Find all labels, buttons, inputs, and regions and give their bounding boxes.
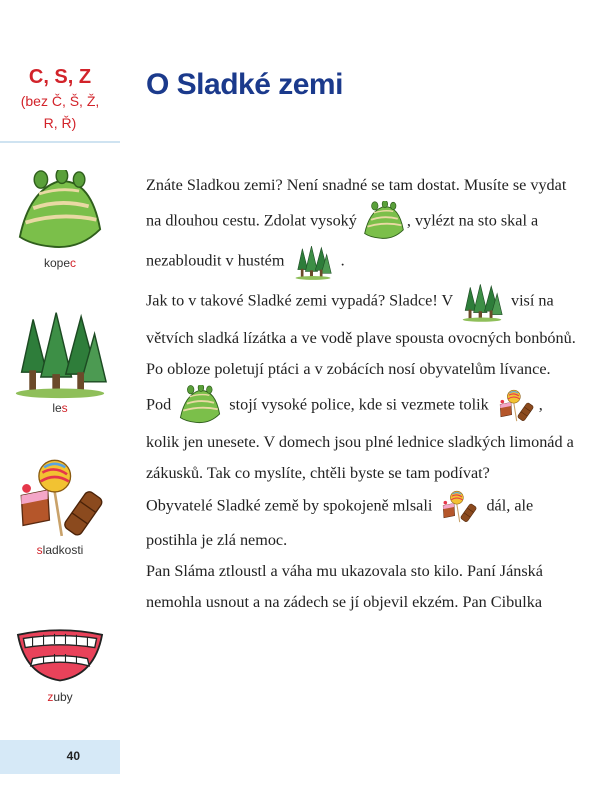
teeth-icon bbox=[12, 622, 108, 686]
sweets-icon bbox=[493, 388, 539, 424]
paragraph: Obyvatelé Sladké země by spokojeně mlsali dál, ale postihla je zlá nemoc. bbox=[146, 489, 576, 556]
paragraph: Jak to v takové Sladké zemi vypadá? Sladce! V visí na větvích sladká lízátka a ve vodě plave spousta ovocných bonbónů. Po obloze poletují ptáci a v zobácích nosí obyvatelům lívance. Pod stojí vysoké police, kde si vezmete tolik , kolik jen unesete. V domech jsou plné lednice sladkých limonád a zákusků. Tak co myslíte, chtěli byste se tam podívat? bbox=[146, 281, 576, 489]
sidebar-title: C, S, Z bbox=[28, 66, 92, 88]
hill-icon bbox=[175, 385, 225, 427]
forest-icon bbox=[10, 305, 110, 401]
sidebar-header bbox=[0, 60, 120, 133]
sidebar-divider bbox=[0, 141, 120, 143]
sidebar-item-forest bbox=[0, 305, 120, 415]
sidebar-caption: kopec bbox=[43, 256, 77, 270]
sidebar-subtitle-line2: R, Ř) bbox=[43, 115, 77, 131]
page-number: 40 bbox=[66, 749, 80, 763]
sidebar-item-hill bbox=[0, 170, 120, 270]
sweets-icon bbox=[10, 455, 110, 543]
sidebar-item-sweets bbox=[0, 455, 120, 557]
sidebar-caption: les bbox=[52, 401, 68, 415]
hill-icon bbox=[12, 170, 108, 256]
sweets-icon bbox=[436, 489, 482, 525]
sidebar-item-teeth bbox=[0, 622, 120, 704]
forest-icon bbox=[289, 243, 337, 281]
story-text bbox=[146, 170, 576, 618]
paragraph: Pan Sláma ztloustl a váha mu ukazovala sto kilo. Paní Jánská nemohla usnout a na zádech se jí objevil ekzém. Pan Cibulka bbox=[146, 562, 543, 611]
sidebar-subtitle-line1: (bez Č, Š, Ž, bbox=[20, 93, 100, 109]
sidebar-caption: zuby bbox=[47, 690, 73, 704]
forest-icon bbox=[457, 281, 507, 323]
page-number-band bbox=[0, 740, 120, 774]
paragraph: Znáte Sladkou zemi? Není snadné se tam dostat. Musíte se vydat na dlouhou cestu. Zdolat vysoký , vylézt na sto skal a nezabloudit v hustém . bbox=[146, 170, 576, 281]
sidebar-caption: sladkosti bbox=[36, 543, 84, 557]
hill-icon bbox=[361, 201, 407, 243]
page-title: O Sladké zemi bbox=[146, 68, 343, 101]
